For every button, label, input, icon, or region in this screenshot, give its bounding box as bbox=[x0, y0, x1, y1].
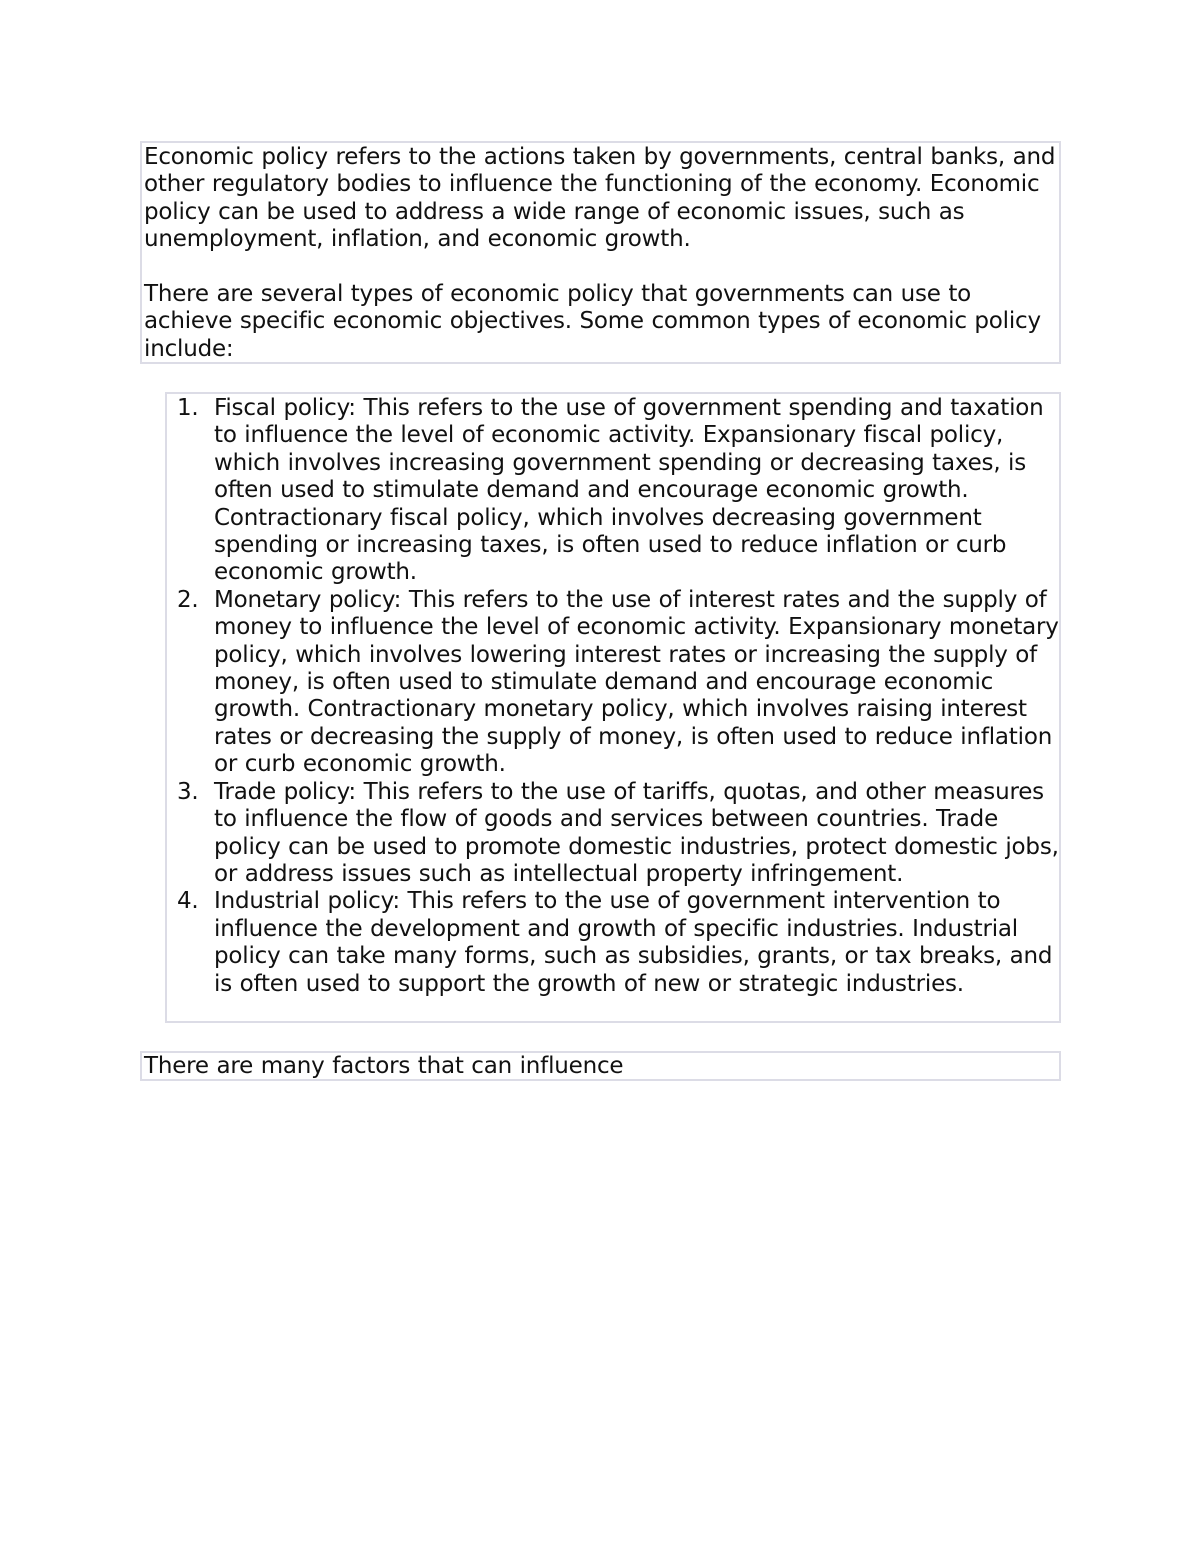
list-item-monetary-policy bbox=[167, 587, 1059, 779]
intro-paragraph-2: There are several types of economic policy that governments can use to achieve specific economic objectives. Some common types of economic policy include: bbox=[144, 281, 1041, 362]
list-item-number: 1. bbox=[177, 395, 199, 421]
intro-text-block bbox=[140, 141, 1061, 364]
list-item-text: Industrial policy: This refers to the use of government intervention to influence the development and growth of specific industries. Industrial policy can take many forms, such as subsidies, grants, or tax breaks, and is often used to support the growth of new or strategic industries. bbox=[214, 888, 1053, 997]
list-item-industrial-policy bbox=[167, 888, 1059, 998]
list-item-number: 3. bbox=[177, 778, 199, 805]
policy-list bbox=[167, 395, 1059, 998]
list-item-trade-policy bbox=[167, 779, 1059, 889]
trailing-text-block bbox=[140, 1051, 1061, 1081]
list-item-number: 2. bbox=[177, 586, 199, 613]
list-item-text: Fiscal policy: This refers to the use of government spending and taxation to influence the level of economic activity. Expansionary fiscal policy, which involves increasing government spending or decreasing taxes, is often used to stimulate demand and encourage economic growth. Contractionary fiscal policy, which involves decreasing government spending or increasing taxes, is often used to reduce inflation or curb economic growth. bbox=[214, 395, 1044, 586]
list-item-fiscal-policy bbox=[167, 395, 1059, 587]
intro-paragraph-1: Economic policy refers to the actions taken by governments, central banks, and other regulatory bodies to influence the functioning of the economy. Economic policy can be used to address a wide range of economic issues, such as unemployment, inflation, and economic growth. bbox=[144, 144, 1056, 253]
trailing-paragraph: There are many factors that can influence bbox=[144, 1053, 624, 1079]
list-item-number: 4. bbox=[177, 888, 199, 915]
list-item-text: Trade policy: This refers to the use of tariffs, quotas, and other measures to influence the flow of goods and services between countries. Trade policy can be used to promote domestic industries, protect domestic jobs, or address issues such as intellectual property infringement. bbox=[214, 778, 1059, 887]
policy-list-block bbox=[165, 392, 1061, 1023]
list-item-text: Monetary policy: This refers to the use of interest rates and the supply of money to influence the level of economic activity. Expansionary monetary policy, which involves lowering interest rates or increasing the supply of money, is often used to stimulate demand and encourage economic growth. Contractionary monetary policy, which involves raising interest rates or decreasing the supply of money, is often used to reduce inflation or curb economic growth. bbox=[214, 586, 1059, 778]
